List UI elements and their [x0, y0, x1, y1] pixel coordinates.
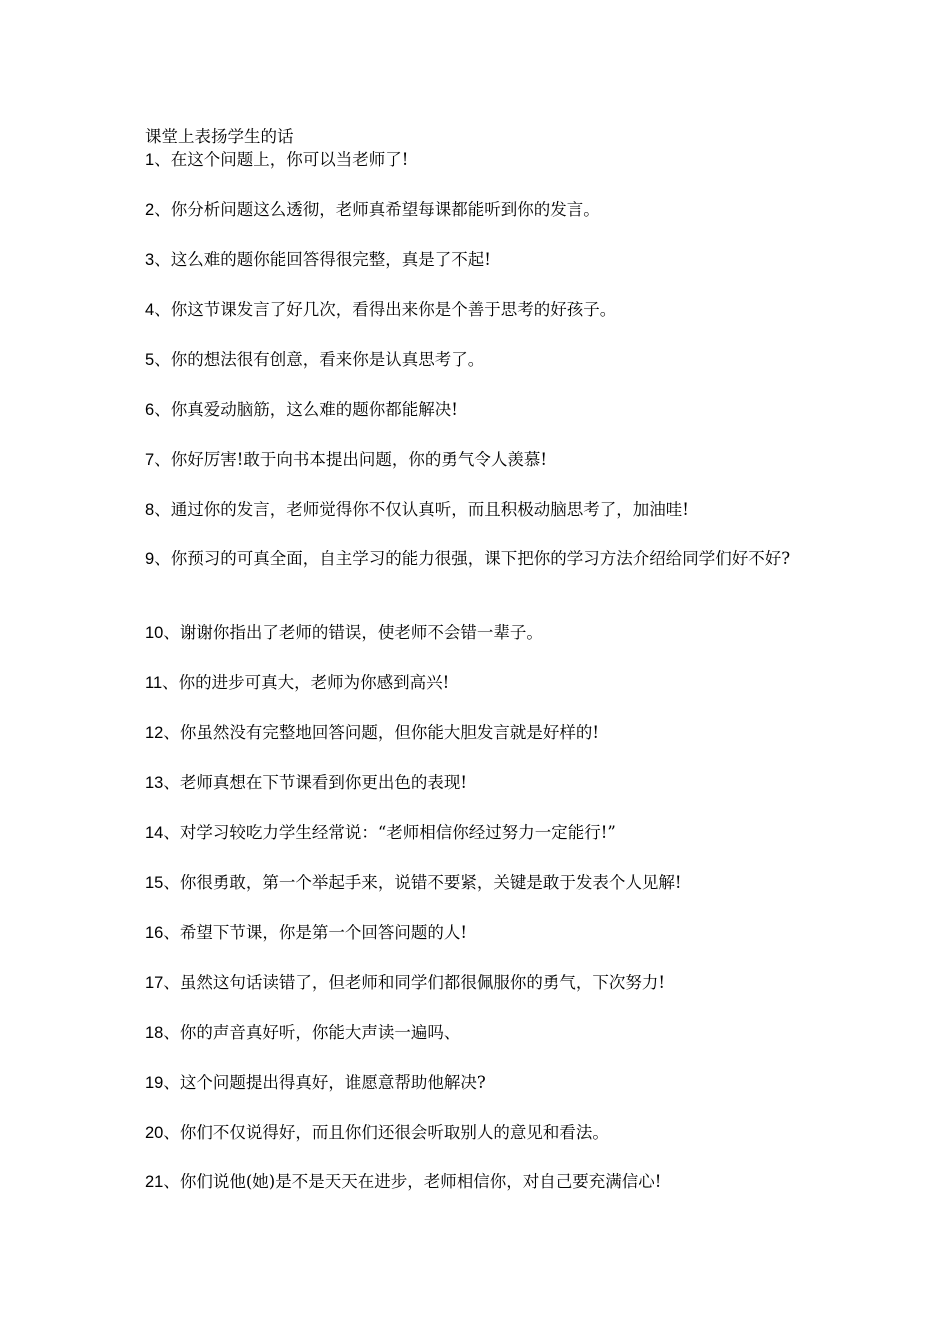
list-item [145, 1021, 810, 1045]
list-item [145, 1071, 810, 1095]
list-item [145, 921, 810, 945]
list-item [145, 771, 810, 795]
item-text: 、谢谢你指出了老师的错误，使老师不会错一辈子。 [163, 623, 543, 642]
list-item [145, 348, 810, 372]
item-number: 7 [145, 451, 155, 469]
item-number: 3 [145, 251, 155, 269]
item-number: 12 [145, 724, 164, 742]
item-number: 19 [145, 1074, 164, 1092]
item-text: 、你们不仅说得好，而且你们还很会听取别人的意见和看法。 [163, 1123, 609, 1142]
list-item [145, 248, 810, 272]
item-text: 、你预习的可真全面，自主学习的能力很强，课下把你的学习方法介绍给同学们好不好? [154, 549, 791, 568]
item-number: 6 [145, 401, 155, 419]
item-number: 20 [145, 1124, 164, 1142]
list-item [145, 971, 810, 995]
item-text: 、你的声音真好听，你能大声读一遍吗、 [163, 1023, 461, 1042]
item-text: 、通过你的发言，老师觉得你不仅认真听，而且积极动脑思考了，加油哇! [154, 500, 689, 519]
list-item [145, 871, 810, 895]
item-number: 17 [145, 974, 164, 992]
list-item [145, 547, 810, 571]
item-number: 8 [145, 501, 155, 519]
list-item [145, 821, 810, 845]
item-text: 、你分析问题这么透彻，老师真希望每课都能听到你的发言。 [154, 200, 600, 219]
item-text: 、你真爱动脑筋，这么难的题你都能解决! [154, 400, 458, 419]
item-text: 、你的进步可真大，老师为你感到高兴! [162, 673, 450, 692]
item-text: 、虽然这句话读错了，但老师和同学们都很佩服你的勇气，下次努力! [163, 973, 665, 992]
item-text: 、这么难的题你能回答得很完整，真是了不起! [154, 250, 491, 269]
item-text: 、在这个问题上，你可以当老师了! [154, 150, 409, 169]
list-item [145, 1121, 810, 1145]
item-text: 、你们说他(她)是不是天天在进步，老师相信你，对自己要充满信心! [163, 1172, 662, 1191]
item-number: 5 [145, 351, 155, 369]
item-number: 4 [145, 301, 155, 319]
document-title: 课堂上表扬学生的话 [145, 127, 294, 146]
item-number: 1 [145, 151, 155, 169]
item-text: 、你好厉害!敢于向书本提出问题，你的勇气令人羡慕! [154, 450, 547, 469]
item-number: 16 [145, 924, 164, 942]
list-item [145, 721, 810, 745]
item-number: 2 [145, 201, 155, 219]
list-item [145, 498, 810, 522]
item-number: 21 [145, 1173, 164, 1191]
list-item [145, 398, 810, 422]
list-item [145, 671, 810, 695]
item-text: 、你虽然没有完整地回答问题，但你能大胆发言就是好样的! [163, 723, 599, 742]
item-text: 、这个问题提出得真好，谁愿意帮助他解决? [163, 1073, 486, 1092]
item-text: 、希望下节课，你是第一个回答问题的人! [163, 923, 467, 942]
item-text: 、对学习较吃力学生经常说：“老师相信你经过努力一定能行!” [163, 823, 616, 842]
item-number: 14 [145, 824, 164, 842]
item-number: 10 [145, 624, 164, 642]
item-number: 11 [145, 674, 163, 692]
list-item [145, 621, 810, 645]
item-number: 15 [145, 874, 164, 892]
item-number: 13 [145, 774, 164, 792]
list-item [145, 198, 810, 222]
item-number: 9 [145, 550, 155, 568]
list-item [145, 1170, 810, 1194]
list-item [145, 298, 810, 322]
item-text: 、你这节课发言了好几次，看得出来你是个善于思考的好孩子。 [154, 300, 617, 319]
item-text: 、老师真想在下节课看到你更出色的表现! [163, 773, 467, 792]
list-item [145, 148, 810, 172]
item-number: 18 [145, 1024, 164, 1042]
list-item [145, 448, 810, 472]
item-text: 、你的想法很有创意，看来你是认真思考了。 [154, 350, 485, 369]
item-text: 、你很勇敢，第一个举起手来，说错不要紧，关键是敢于发表个人见解! [163, 873, 682, 892]
